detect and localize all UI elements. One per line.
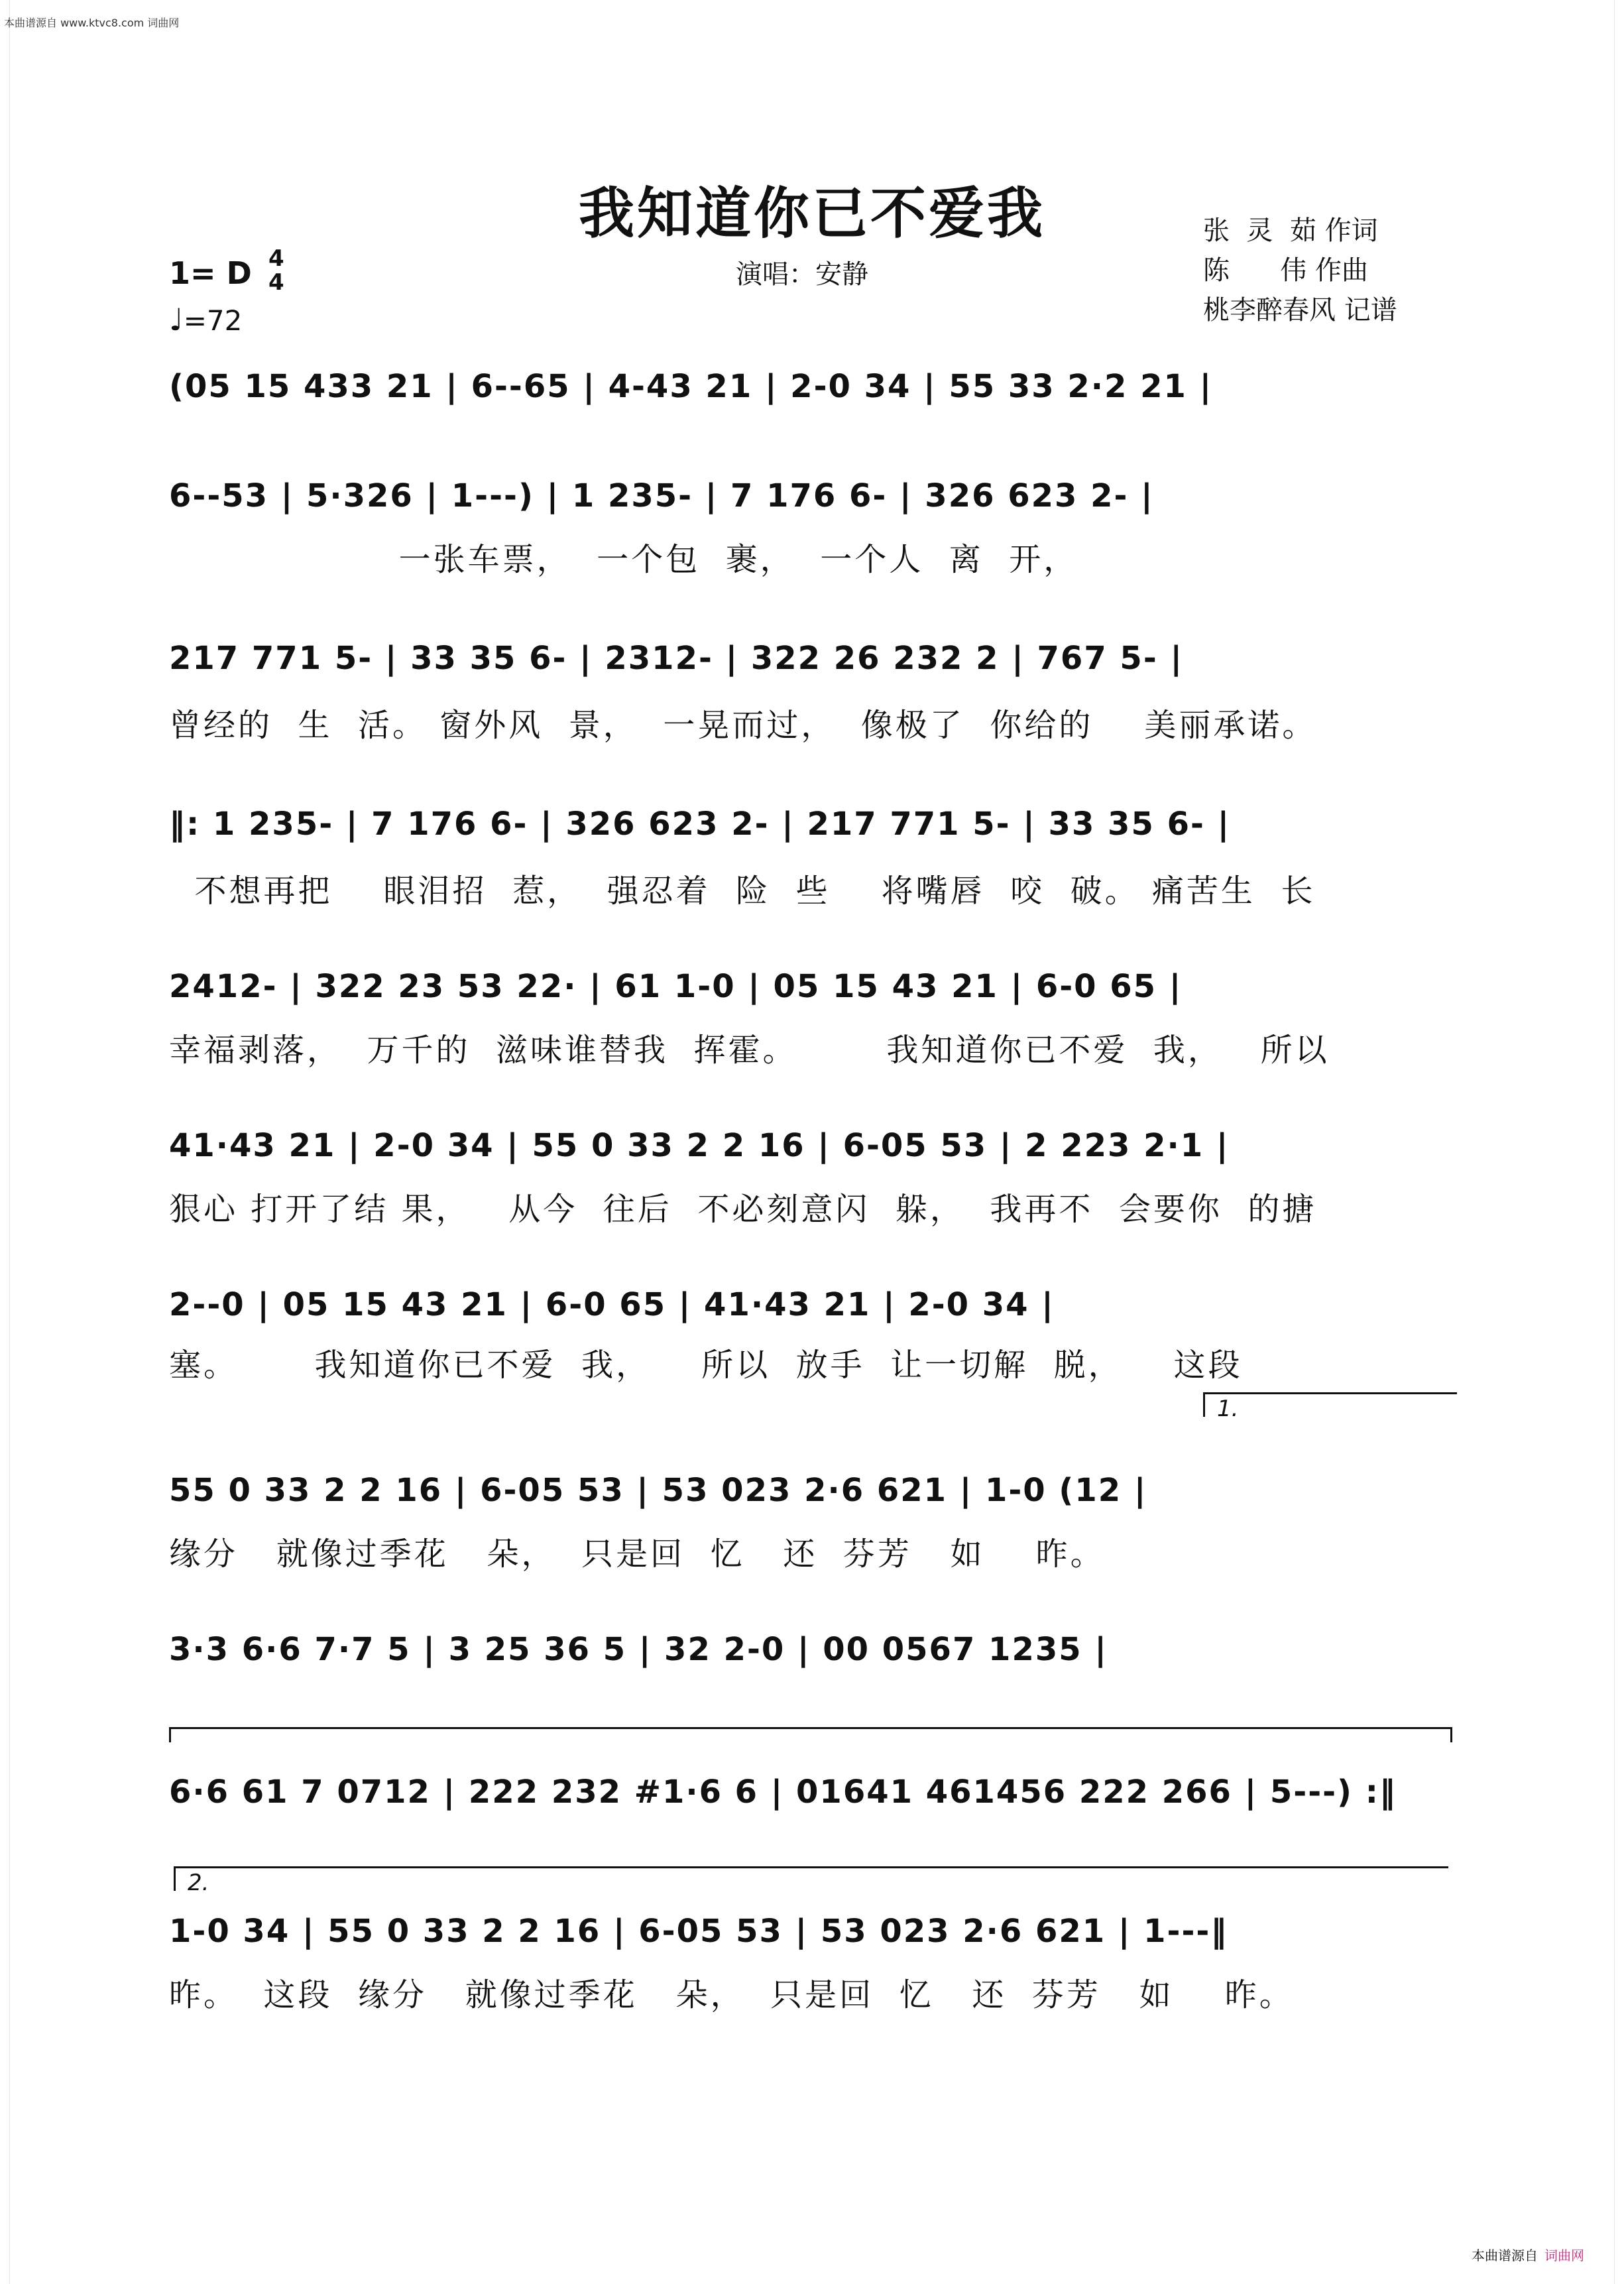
first-ending-label: 1. bbox=[1217, 1396, 1239, 1422]
notation-row-1: (05 15 433 21 | 6--65 | 4-43 21 | 2-0 34 | 55 33 2·2 21 | bbox=[169, 368, 1213, 405]
notation-row-10: 6·6 61 7 0712 | 222 232 #1·6 6 | 01641 461456 222 266 | 5---) :‖ bbox=[169, 1773, 1397, 1811]
lyrics-row-11: 昨。 这段 缘分 就像过季花 朵， 只是回 忆 还 芬芳 如 昨。 bbox=[169, 1976, 1294, 2014]
source-note-top: 本曲谱源自 www.ktvc8.com 词曲网 bbox=[4, 17, 180, 29]
lyrics-row-7: 塞。 我知道你已不爱 我， 所以 放手 让一切解 脱， 这段 bbox=[169, 1347, 1243, 1384]
key-signature: 1= D bbox=[169, 255, 252, 291]
meter-bottom: 4 bbox=[268, 269, 284, 296]
notation-row-9: 3·3 6·6 7·7 5 | 3 25 36 5 | 32 2-0 | 00 0567 1235 | bbox=[169, 1631, 1108, 1668]
site-name: 词曲网 bbox=[1544, 2248, 1584, 2263]
first-ending-bracket bbox=[1203, 1392, 1457, 1422]
singer-label: 演唱：安静 bbox=[736, 259, 868, 290]
second-ending-label: 2. bbox=[188, 1870, 209, 1896]
right-margin-strip bbox=[1614, 0, 1624, 2284]
credit-lyricist: 张 灵 茹 作词 bbox=[1203, 215, 1378, 246]
tempo-marking bbox=[169, 302, 242, 337]
lyrics-row-5: 幸福剥落， 万千的 滋味谁替我 挥霍。 我知道你已不爱 我， 所以 bbox=[169, 1032, 1330, 1069]
time-signature bbox=[268, 247, 284, 294]
lyrics-row-2: 一张车票， 一个包 裹， 一个人 离 开， bbox=[169, 541, 1078, 578]
source-text: 本曲谱源自 bbox=[1472, 2248, 1538, 2263]
lyrics-row-6: 狠心 打开了结 果， 从今 往后 不必刻意闪 躲， 我再不 会要你 的搪 bbox=[169, 1191, 1317, 1228]
second-ending-bracket bbox=[174, 1866, 1448, 1896]
lyrics-row-3: 曾经的 生 活。 窗外风 景， 一晃而过， 像极了 你给的 美丽承诺。 bbox=[169, 707, 1317, 744]
first-ending-continuation-bracket bbox=[169, 1727, 1452, 1742]
notation-row-4: ‖: 1 235- | 7 176 6- | 326 623 2- | 217 771 5- | 33 35 6- | bbox=[169, 806, 1231, 843]
notation-row-11: 1-0 34 | 55 0 33 2 2 16 | 6-05 53 | 53 023 2·6 621 | 1---‖ bbox=[169, 1913, 1228, 1950]
notation-row-7: 2--0 | 05 15 43 21 | 6-0 65 | 41·43 21 | 2-0 34 | bbox=[169, 1286, 1055, 1323]
tempo-value: =72 bbox=[183, 304, 243, 337]
quarter-note-icon: ♩ bbox=[169, 302, 184, 337]
meter-top: 4 bbox=[268, 245, 284, 272]
song-title: 我知道你已不爱我 bbox=[578, 180, 1045, 246]
notation-row-6: 41·43 21 | 2-0 34 | 55 0 33 2 2 16 | 6-05 53 | 2 223 2·1 | bbox=[169, 1127, 1230, 1164]
left-margin-strip bbox=[0, 0, 10, 2284]
lyrics-row-8: 缘分 就像过季花 朵， 只是回 忆 还 芬芳 如 昨。 bbox=[169, 1535, 1105, 1573]
lyrics-row-4: 不想再把 眼泪招 惹， 强忍着 险 些 将嘴唇 咬 破。 痛苦生 长 bbox=[169, 872, 1316, 910]
notation-row-2: 6--53 | 5·326 | 1---) | 1 235- | 7 176 6- | 326 623 2- | bbox=[169, 477, 1154, 514]
source-note-bottom bbox=[1472, 2245, 1584, 2264]
credit-composer: 陈 伟 作曲 bbox=[1203, 255, 1369, 286]
credit-transcriber: 桃李醉春风 记谱 bbox=[1203, 295, 1397, 326]
notation-row-3: 217 771 5- | 33 35 6- | 2312- | 322 26 232 2 | 767 5- | bbox=[169, 640, 1183, 677]
notation-row-8: 55 0 33 2 2 16 | 6-05 53 | 53 023 2·6 621 | 1-0 (12 | bbox=[169, 1472, 1147, 1509]
notation-row-5: 2412- | 322 23 53 22· | 61 1-0 | 05 15 43 21 | 6-0 65 | bbox=[169, 968, 1183, 1005]
credits-block bbox=[1203, 211, 1397, 330]
